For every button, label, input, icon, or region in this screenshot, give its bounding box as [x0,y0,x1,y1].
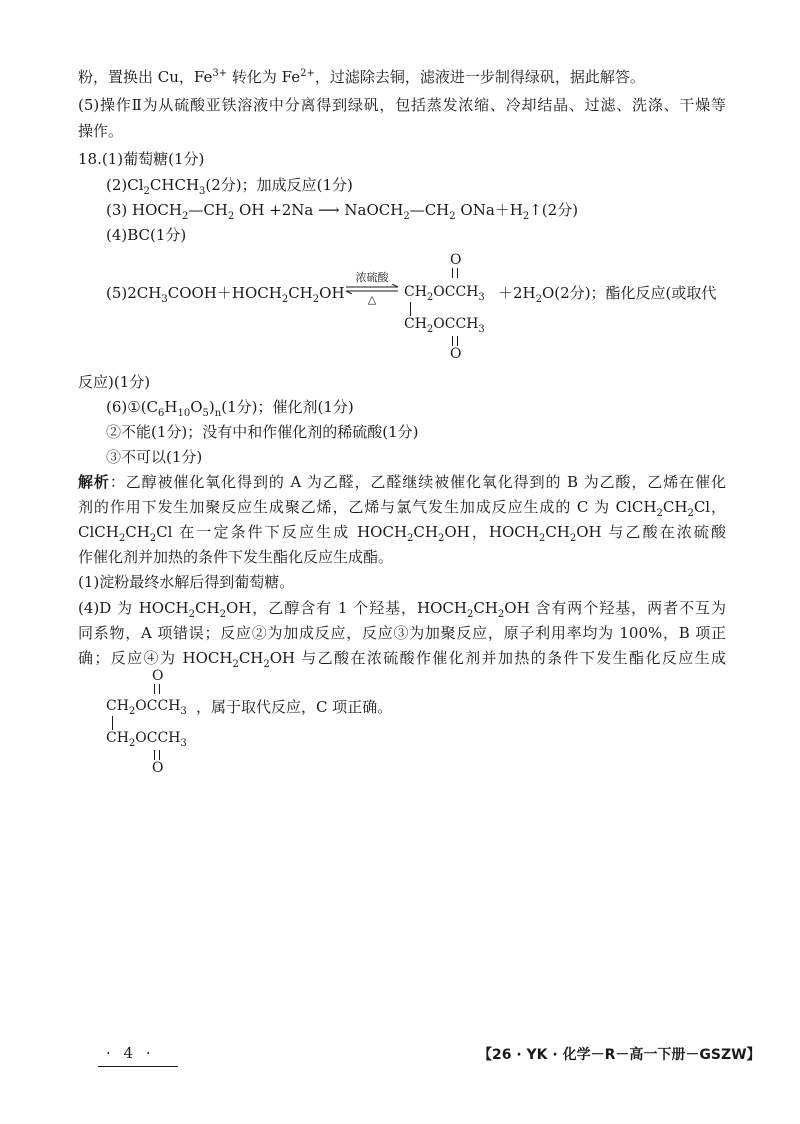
text: OH，HOCH [444,523,539,541]
subscript: 2 [497,609,505,620]
footer-code: 【26 · YK · 化学－R－高一下册－GSZW】 [478,1047,761,1063]
text: CHCH [149,176,200,194]
subscript: 2 [128,705,136,717]
text: CH [106,698,129,714]
text: ：乙醇被催化氧化得到的 A 为乙醛，乙醛继续被催化氧化得到的 B 为乙酸，乙烯在催化 [109,473,726,491]
subscript: 3 [180,705,187,717]
subscript: 2 [426,291,434,303]
text: —CH [188,201,228,219]
text: (3) HOCH [106,201,182,219]
text: OH 含有两个羟基，两者不互为 [504,599,726,617]
text: CH [106,730,129,746]
text: ＋2H [498,284,536,302]
subscript: 2 [118,533,126,544]
subscript: 2 [437,533,445,544]
text: 剂的作用下发生加聚反应生成聚乙烯，乙烯与氯气发生加成反应生成的 C 为 ClCH [78,498,657,516]
text: CH [545,523,570,541]
carbonyl-oxygen-bottom-2: O [152,760,164,776]
subscript: 5 [202,408,209,419]
condition-heat: △ [367,293,377,306]
text: CH [404,316,427,332]
ester-group-bottom-2 [106,730,187,749]
analysis-line-8 [78,647,726,669]
text: 确；反应④为 HOCH [78,649,233,667]
text: (6)①(C [106,398,159,416]
double-bond-bottom [452,336,458,346]
text: Cl 在一定条件下反应生成 HOCH [156,523,408,541]
text: —CH [409,201,450,219]
double-bond-bottom-2 [154,750,160,760]
text: CH [413,523,438,541]
q18-part-6-2: ②不能(1分)；没有中和作催化剂的稀硫酸(1分) [106,423,419,441]
text: CH [195,599,220,617]
q18-part-6-3: ③不可以(1分) [106,448,203,466]
q18-part-1: 18.(1)葡萄糖(1分) [78,150,205,168]
q18-part-3 [106,199,578,221]
operation-line-2: 操作。 [78,122,124,140]
text: OCCH [135,698,181,714]
subscript: 2 [312,294,320,305]
subscript: 3 [478,291,485,303]
text: ONa＋H [455,201,523,219]
single-bond-2 [112,716,113,730]
subscript: 2 [466,609,474,620]
subscript: 2 [449,211,456,222]
text: CH [288,284,313,302]
subscript: 10 [177,408,191,419]
carbonyl-oxygen-bottom: O [450,346,462,362]
subscript: 2 [219,609,226,620]
subscript: 3 [478,323,485,335]
text: ，过滤除去铜，滤液进一步制得绿矾，据此解答。 [314,68,645,86]
q18-part-5-left [106,282,345,304]
text: (2)Cl [106,176,144,194]
q18-part-6 [106,396,354,418]
subscript: 2 [569,533,577,544]
text: ClCH [78,523,119,541]
ester-group-top-2 [106,698,187,717]
operation-line-1: (5)操作Ⅱ为从硫酸亚铁溶液中分离得到绿矾，包括蒸发浓缩、冷却结晶、过滤、洗涤、干燥等 [78,96,726,114]
subscript: 2 [538,533,546,544]
subscript: 6 [158,408,165,419]
analysis-line-6 [78,597,726,619]
text: ↑(2分) [529,201,579,219]
subscript: 2 [143,186,150,197]
single-bond [410,302,411,316]
footer-rule [98,1066,178,1067]
subscript: 2 [522,211,530,222]
text: OH，乙醇含有 1 个羟基，HOCH [225,599,467,617]
text: (2分)；加成反应(1分) [205,176,353,194]
text: (1分)；催化剂(1分) [221,398,354,416]
text: OH +2Na ⟶ NaOCH [234,201,404,219]
text: OH 与乙酸在浓硫酸 [576,523,726,541]
analysis-line-3 [78,521,726,543]
text: CH [473,599,498,617]
text: OH 与乙酸在浓硫酸作催化剂并加热的条件下发生酯化反应生成 [269,649,726,667]
analysis-line-4: 作催化剂并加热的条件下发生酯化反应生成酯。 [78,548,394,566]
text: ) [208,398,215,416]
ester-group-bottom [404,316,485,335]
subscript: 2 [188,609,196,620]
text: 转化为 Fe [227,68,301,86]
text: (4)D 为 HOCH [78,599,189,617]
subscript: 2 [535,294,542,305]
text: CH [662,498,688,516]
analysis-line-1 [78,471,726,493]
carbonyl-oxygen-top-2: O [152,668,164,684]
subscript: 2 [281,294,289,305]
ester-group-top [404,284,485,303]
text: (5)2CH [106,284,162,302]
superscript: 3+ [212,68,228,79]
text: COOH＋HOCH [167,284,282,302]
text: Cl， [693,498,726,516]
text: OCCH [433,316,479,332]
subscript: 2 [128,737,136,749]
analysis-line-5: (1)淀粉最终水解后得到葡萄糖。 [78,573,295,591]
text: CH [238,649,264,667]
subscript: 2 [149,533,157,544]
text: OCCH [135,730,181,746]
subscript: 2 [656,508,663,519]
analysis-line-7: 同系物，A 项错误；反应②为加成反应，反应③为加聚反应，原子利用率均为 100%，B 项正 [78,624,726,642]
q18-part-4: (4)BC(1分) [106,226,187,244]
subscript: 2 [232,659,239,670]
reaction-condition [344,272,400,306]
text: CH [125,523,150,541]
double-bond-top-2 [154,684,160,694]
page-number: · 4 · [106,1044,155,1062]
subscript: n [214,408,222,419]
text: H [164,398,178,416]
text: O [190,398,203,416]
analysis-tail: ，属于取代反应，C 项正确。 [196,698,393,716]
text: OH [319,284,345,302]
double-bond-top [452,268,458,278]
analysis-label: 解析 [78,473,110,491]
subscript: 3 [180,737,187,749]
subscript: 2 [227,211,235,222]
subscript: 2 [181,211,189,222]
q18-part-2 [106,174,353,196]
condition-catalyst: 浓硫酸 [355,271,389,284]
text: CH [404,284,427,300]
subscript: 2 [263,659,270,670]
text: O(2分)；酯化反应(或取代 [542,284,717,302]
carbonyl-oxygen-top: O [450,252,462,268]
subscript: 2 [407,533,414,544]
text: 粉，置换出 Cu，Fe [78,68,213,86]
q18-part-5-right [498,282,716,304]
subscript: 2 [426,323,434,335]
subscript: 3 [161,294,168,305]
subscript: 2 [687,508,694,519]
analysis-line-2 [78,496,726,518]
text: OCCH [433,284,479,300]
subscript: 3 [199,186,206,197]
superscript: 2+ [300,68,315,79]
intro-line [78,66,645,88]
subscript: 2 [403,211,410,222]
q18-part-5-continued: 反应)(1分) [78,373,151,391]
